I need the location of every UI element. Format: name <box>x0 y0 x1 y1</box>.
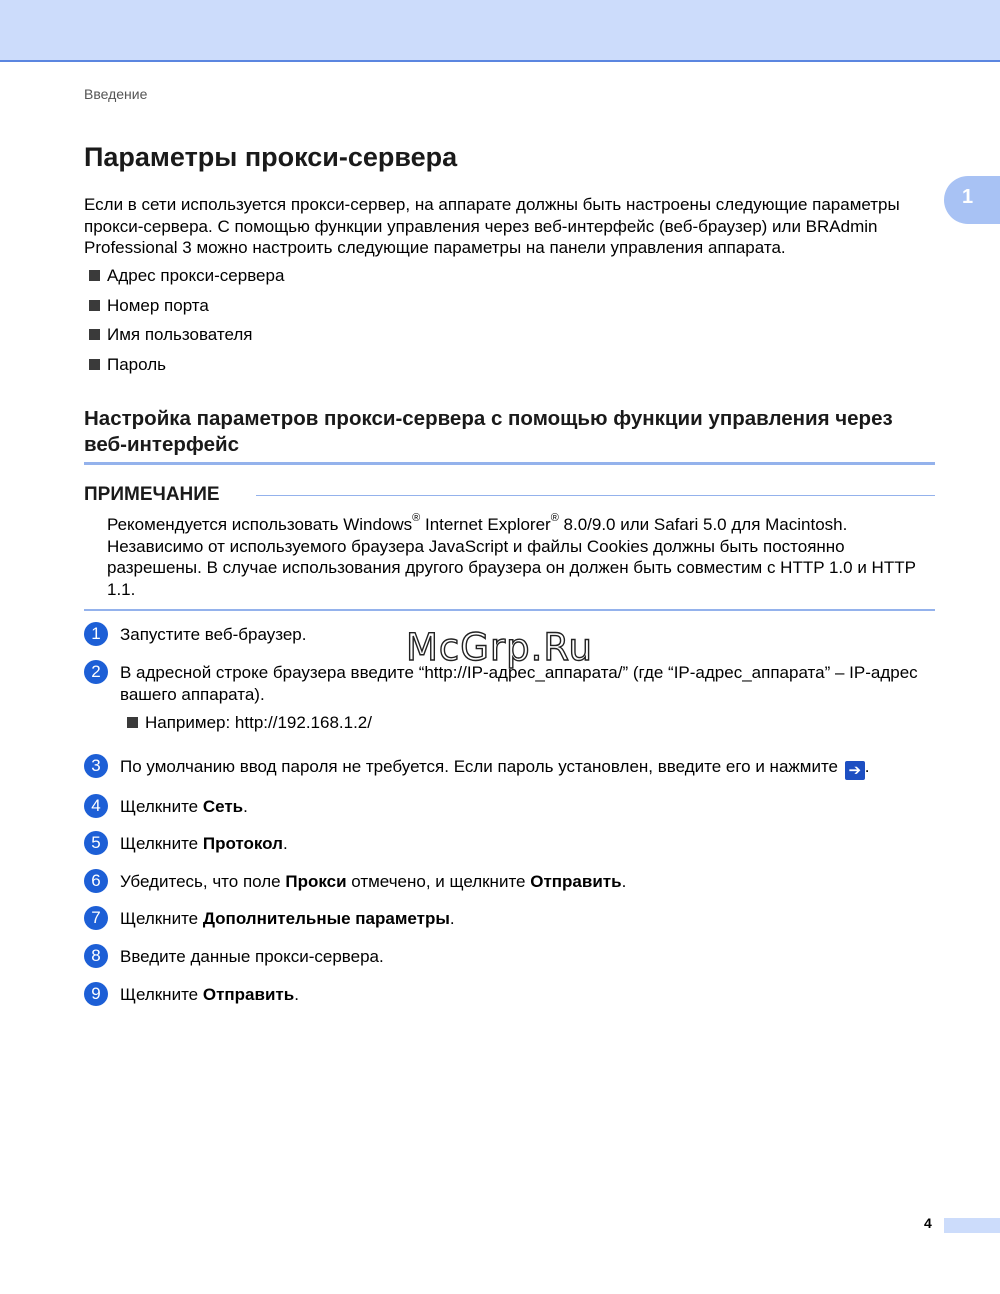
square-bullet-icon <box>89 300 100 311</box>
note-title: ПРИМЕЧАНИЕ <box>84 484 220 505</box>
step-number-badge: 7 <box>84 906 108 930</box>
breadcrumb: Введение <box>84 86 148 102</box>
step-text: Запустите веб-браузер. <box>120 625 307 644</box>
page-header-band <box>0 0 1000 62</box>
step-number-badge: 6 <box>84 869 108 893</box>
step-number-badge: 3 <box>84 754 108 778</box>
page-number: 4 <box>924 1215 932 1231</box>
intro-paragraph: Если в сети используется прокси-сервер, на аппарате должны быть настроены следующие параметры прокси-сервера. С помощью функции управления через веб-интерфейс (веб-браузер) или BRAdmin Professional 3 можно настроить следующие параметры на панели управления аппарата. <box>84 195 900 257</box>
step-text: Щелкните Дополнительные параметры. <box>120 909 455 928</box>
list-item: Адрес прокси-сервера <box>88 265 284 295</box>
step-text: По умолчанию ввод пароля не требуется. Если пароль установлен, введите его и нажмите ➔ . <box>120 757 870 779</box>
step-number-badge: 2 <box>84 660 108 684</box>
watermark: McGrp.Ru <box>406 626 593 669</box>
chapter-number: 1 <box>962 186 974 208</box>
page-title: Параметры прокси-сервера <box>84 142 458 172</box>
step-text: Щелкните Протокол. <box>120 834 288 853</box>
square-bullet-icon <box>127 717 138 728</box>
list-item: Номер порта <box>88 295 284 325</box>
square-bullet-icon <box>89 270 100 281</box>
section-title: Настройка параметров прокси-сервера с помощью функции управления через веб-интерфейс <box>84 407 893 456</box>
step-text: Щелкните Сеть. <box>120 797 248 816</box>
step-text: Убедитесь, что поле Прокси отмечено, и щелкните Отправить. <box>120 872 627 891</box>
note-body: Рекомендуется использовать Windows® Internet Explorer® 8.0/9.0 или Safari 5.0 для Macintosh. Независимо от используемого браузера JavaScript и файлы Cookies должны быть постоянно разрешены. В случае использования другого браузера он должен быть совместим с HTTP 1.0 и HTTP 1.1. <box>107 512 916 599</box>
example-url: Например: http://192.168.1.2/ <box>126 712 372 734</box>
step-text: Введите данные прокси-сервера. <box>120 947 384 966</box>
step-text: Щелкните Отправить. <box>120 985 299 1004</box>
note-bottom-divider <box>84 609 935 611</box>
section-divider <box>84 462 935 465</box>
arrow-right-icon: ➔ <box>845 761 865 780</box>
page-footer-tab <box>944 1218 1000 1233</box>
square-bullet-icon <box>89 359 100 370</box>
list-item: Имя пользователя <box>88 324 284 354</box>
step-number-badge: 5 <box>84 831 108 855</box>
square-bullet-icon <box>89 329 100 340</box>
step-text: В адресной строке браузера введите “http://IP-адрес_аппарата/” (где “IP-адрес_аппарата” – IP-адрес вашего аппарата). <box>120 663 918 704</box>
note-divider <box>256 495 935 496</box>
step-number-badge: 4 <box>84 794 108 818</box>
step-number-badge: 8 <box>84 944 108 968</box>
proxy-params-list <box>88 265 284 383</box>
chapter-tab <box>944 176 1000 224</box>
step-number-badge: 9 <box>84 982 108 1006</box>
step-number-badge: 1 <box>84 622 108 646</box>
list-item: Пароль <box>88 354 284 384</box>
